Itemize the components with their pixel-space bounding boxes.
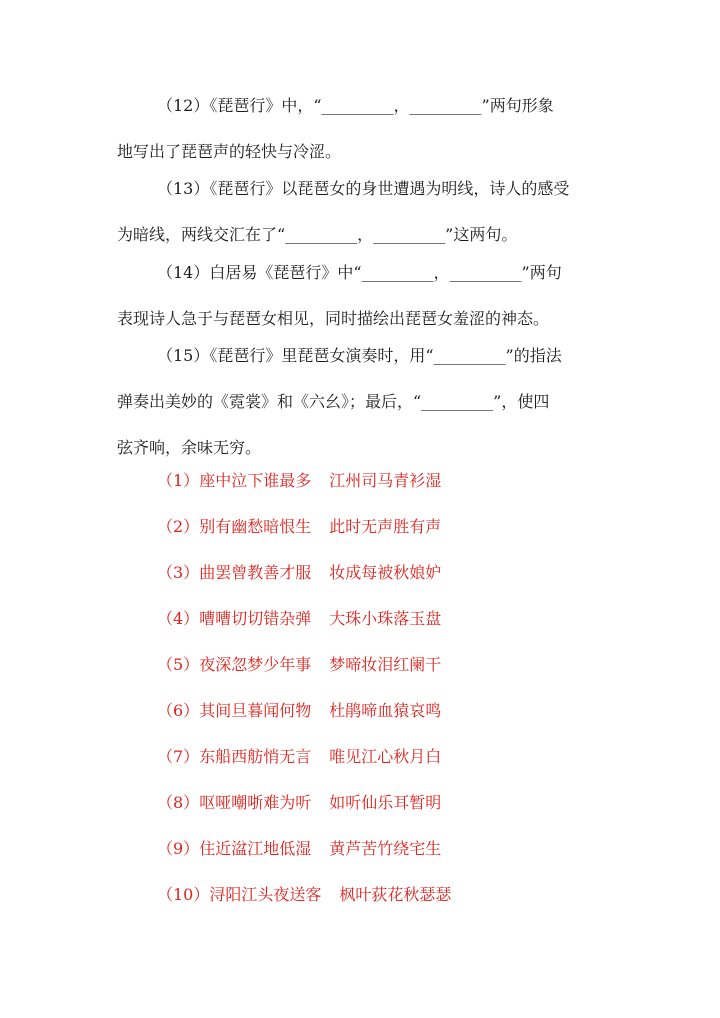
answer-second-half: 江州司马青衫湿 xyxy=(329,471,442,490)
answer-line xyxy=(157,469,441,493)
answer-number: （4） xyxy=(157,609,200,628)
question-line: （12）《琵琶行》中，“_________，_________”两句形象 xyxy=(157,96,554,115)
answer-line xyxy=(157,837,441,861)
answer-line xyxy=(157,561,441,585)
answer-line xyxy=(157,791,441,815)
question-15 xyxy=(117,333,607,471)
answer-second-half: 妆成每被秋娘妒 xyxy=(329,563,442,582)
answer-second-half: 大珠小珠落玉盘 xyxy=(329,609,442,628)
answer-first-half: 浔阳江头夜送客 xyxy=(209,885,322,904)
answer-number: （1） xyxy=(157,471,200,490)
answer-line xyxy=(157,883,451,907)
answer-second-half: 梦啼妆泪红阑干 xyxy=(329,655,442,674)
answer-first-half: 呕哑嘲哳难为听 xyxy=(199,793,312,812)
answer-number: （6） xyxy=(157,701,200,720)
answer-number: （5） xyxy=(157,655,200,674)
answer-line xyxy=(157,653,441,677)
answer-line xyxy=(157,515,441,539)
question-line: （14）白居易《琵琶行》中“_________，_________”两句 xyxy=(157,263,562,282)
answer-line xyxy=(157,699,441,723)
question-14 xyxy=(117,250,607,342)
answer-first-half: 其间旦暮闻何物 xyxy=(199,701,312,720)
answer-first-half: 别有幽愁暗恨生 xyxy=(199,517,312,536)
answer-number: （8） xyxy=(157,793,200,812)
question-line: 弦齐响，余味无穷。 xyxy=(117,438,262,457)
answer-first-half: 东船西舫悄无言 xyxy=(199,747,312,766)
question-line: 为暗线，两线交汇在了“_________，_________”这两句。 xyxy=(117,225,518,244)
answer-line xyxy=(157,745,441,769)
answer-first-half: 住近湓江地低湿 xyxy=(199,839,312,858)
answer-number: （7） xyxy=(157,747,200,766)
answer-number: （9） xyxy=(157,839,200,858)
answer-first-half: 嘈嘈切切错杂弹 xyxy=(199,609,312,628)
answer-second-half: 此时无声胜有声 xyxy=(329,517,442,536)
answer-first-half: 夜深忽梦少年事 xyxy=(199,655,312,674)
answer-second-half: 杜鹃啼血猿哀鸣 xyxy=(329,701,442,720)
answer-second-half: 唯见江心秋月白 xyxy=(329,747,442,766)
answer-second-half: 如听仙乐耳暂明 xyxy=(329,793,442,812)
question-line: （15）《琵琶行》里琵琶女演奏时，用“_________”的指法 xyxy=(157,346,562,365)
question-line: 表现诗人急于与琵琶女相见，同时描绘出琵琶女羞涩的神态。 xyxy=(117,309,550,328)
answer-number: （10） xyxy=(157,885,210,904)
answer-second-half: 枫叶荻花秋瑟瑟 xyxy=(339,885,452,904)
answer-first-half: 座中泣下谁最多 xyxy=(199,471,312,490)
question-12 xyxy=(117,83,607,175)
answer-first-half: 曲罢曾教善才服 xyxy=(199,563,312,582)
question-line: 地写出了琵琶声的轻快与冷涩。 xyxy=(117,142,342,161)
answer-second-half: 黄芦苦竹绕宅生 xyxy=(329,839,442,858)
question-line: 弹奏出美妙的《霓裳》和《六幺》；最后，“_________”，使四 xyxy=(117,392,550,411)
answer-line xyxy=(157,607,441,631)
question-line: （13）《琵琶行》以琵琶女的身世遭遇为明线，诗人的感受 xyxy=(157,179,570,198)
question-13 xyxy=(117,166,607,258)
answer-number: （3） xyxy=(157,563,200,582)
answer-number: （2） xyxy=(157,517,200,536)
